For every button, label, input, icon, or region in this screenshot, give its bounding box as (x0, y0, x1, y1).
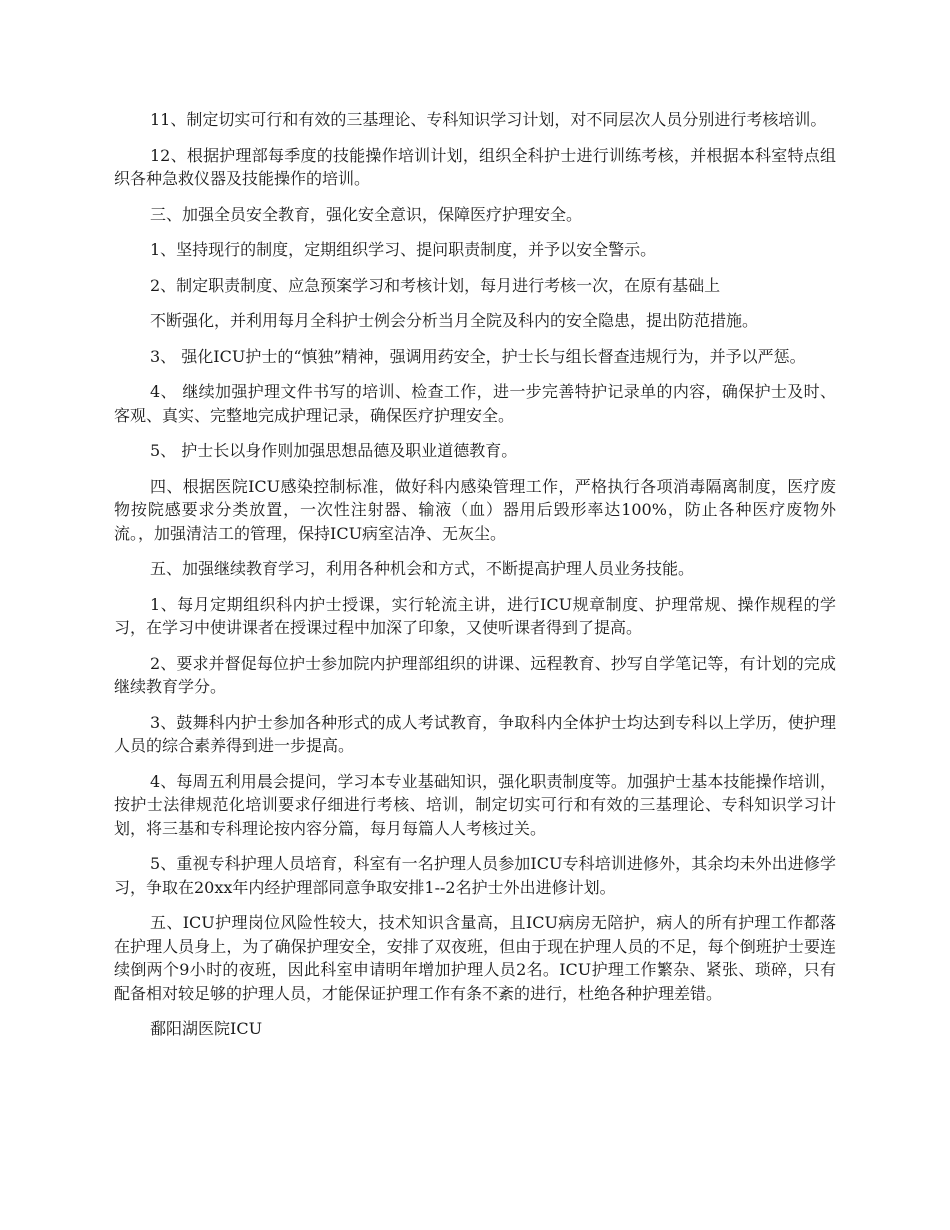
paragraph-item-5-4: 4、每周五利用晨会提问，学习本专业基础知识，强化职责制度等。加强护士基本技能操作培训，按护士法律规范化培训要求仔细进行考核、培训，制定切实可行和有效的三基理论、专科知识学习计划，将三基和专科理论按内容分篇，每月每篇人人考核过关。 (114, 771, 836, 838)
paragraph-item-3-1: 1、坚持现行的制度，定期组织学习、提问职责制度，并予以安全警示。 (150, 240, 657, 259)
section-heading-5: 五、加强继续教育学习，利用各种机会和方式，不断提高护理人员业务技能。 (150, 559, 695, 578)
paragraph-item-3-5: 5、 护士长以身作则加强思想品德及职业道德教育。 (150, 441, 518, 460)
section-heading-3: 三、加强全员安全教育，强化安全意识，保障医疗护理安全。 (150, 204, 583, 224)
paragraph-item-3-3: 3、 强化ICU护士的“慎独”精神，强调用药安全，护士长与组长督查违规行为，并予以严惩。 (150, 346, 806, 366)
paragraph-item-3-2: 2、制定职责制度、应急预案学习和考核计划，每月进行考核一次，在原有基础上 (150, 275, 721, 295)
section-heading-4: 四、根据医院ICU感染控制标准，做好科内感染管理工作，严格执行各项消毒隔离制度，医疗废物按院感要求分类放置，一次性注射器、输液（血）器用后毁形率达100%，防止各种医疗废物外流。，加强清洁工的管理，保持ICU病室洁净、无灰尘。 (114, 476, 836, 543)
section-heading-5-staffing: 五、ICU护理岗位风险性较大，技术知识含量高，且ICU病房无陪护，病人的所有护理工作都落在护理人员身上，为了确保护理安全，安排了双夜班，但由于现在护理人员的不足，每个倒班护士要连续倒两个9小时的夜班，因此科室申请明年增加护理人员2名。ICU护理工作繁杂、紧张、琐碎，只有配备相对较足够的护理人员，才能保证护理工作有条不紊的进行，杜绝各种护理差错。 (114, 913, 836, 1003)
paragraph-item-3-2-continued: 不断强化，并利用每月全科护士例会分析当月全院及科内的安全隐患，提出防范措施。 (150, 311, 759, 330)
paragraph-item-5-3: 3、鼓舞科内护士参加各种形式的成人考试教育，争取科内全体护士均达到专科以上学历，使护理人员的综合素养得到进一步提高。 (114, 712, 836, 755)
paragraph-item-11: 11、制定切实可行和有效的三基理论、专科知识学习计划，对不同层次人员分别进行考核培训。 (150, 110, 827, 129)
paragraph-item-5-2: 2、要求并督促每位护士参加院内护理部组织的讲课、远程教育、抄写自学笔记等，有计划的完成继续教育学分。 (114, 653, 836, 696)
paragraph-item-12: 12、根据护理部每季度的技能操作培训计划，组织全科护士进行训练考核，并根据本科室特点组织各种急救仪器及技能操作的培训。 (114, 145, 836, 188)
document-body (114, 108, 836, 1053)
paragraph-item-3-4: 4、 继续加强护理文件书写的培训、检查工作，进一步完善特护记录单的内容，确保护士及时、客观、真实、完整地完成护理记录，确保医疗护理安全。 (114, 382, 836, 425)
paragraph-item-5-5: 5、重视专科护理人员培育，科室有一名护理人员参加ICU专科培训进修外，其余均未外出进修学习，争取在20xx年内经护理部同意争取安排1--2名护士外出进修计划。 (114, 854, 836, 897)
paragraph-item-5-1: 1、每月定期组织科内护士授课，实行轮流主讲，进行ICU规章制度、护理常规、操作规程的学习，在学习中使讲课者在授课过程中加深了印象，又使听课者得到了提高。 (114, 594, 836, 637)
signature-line: 鄱阳湖医院ICU (150, 1019, 263, 1038)
